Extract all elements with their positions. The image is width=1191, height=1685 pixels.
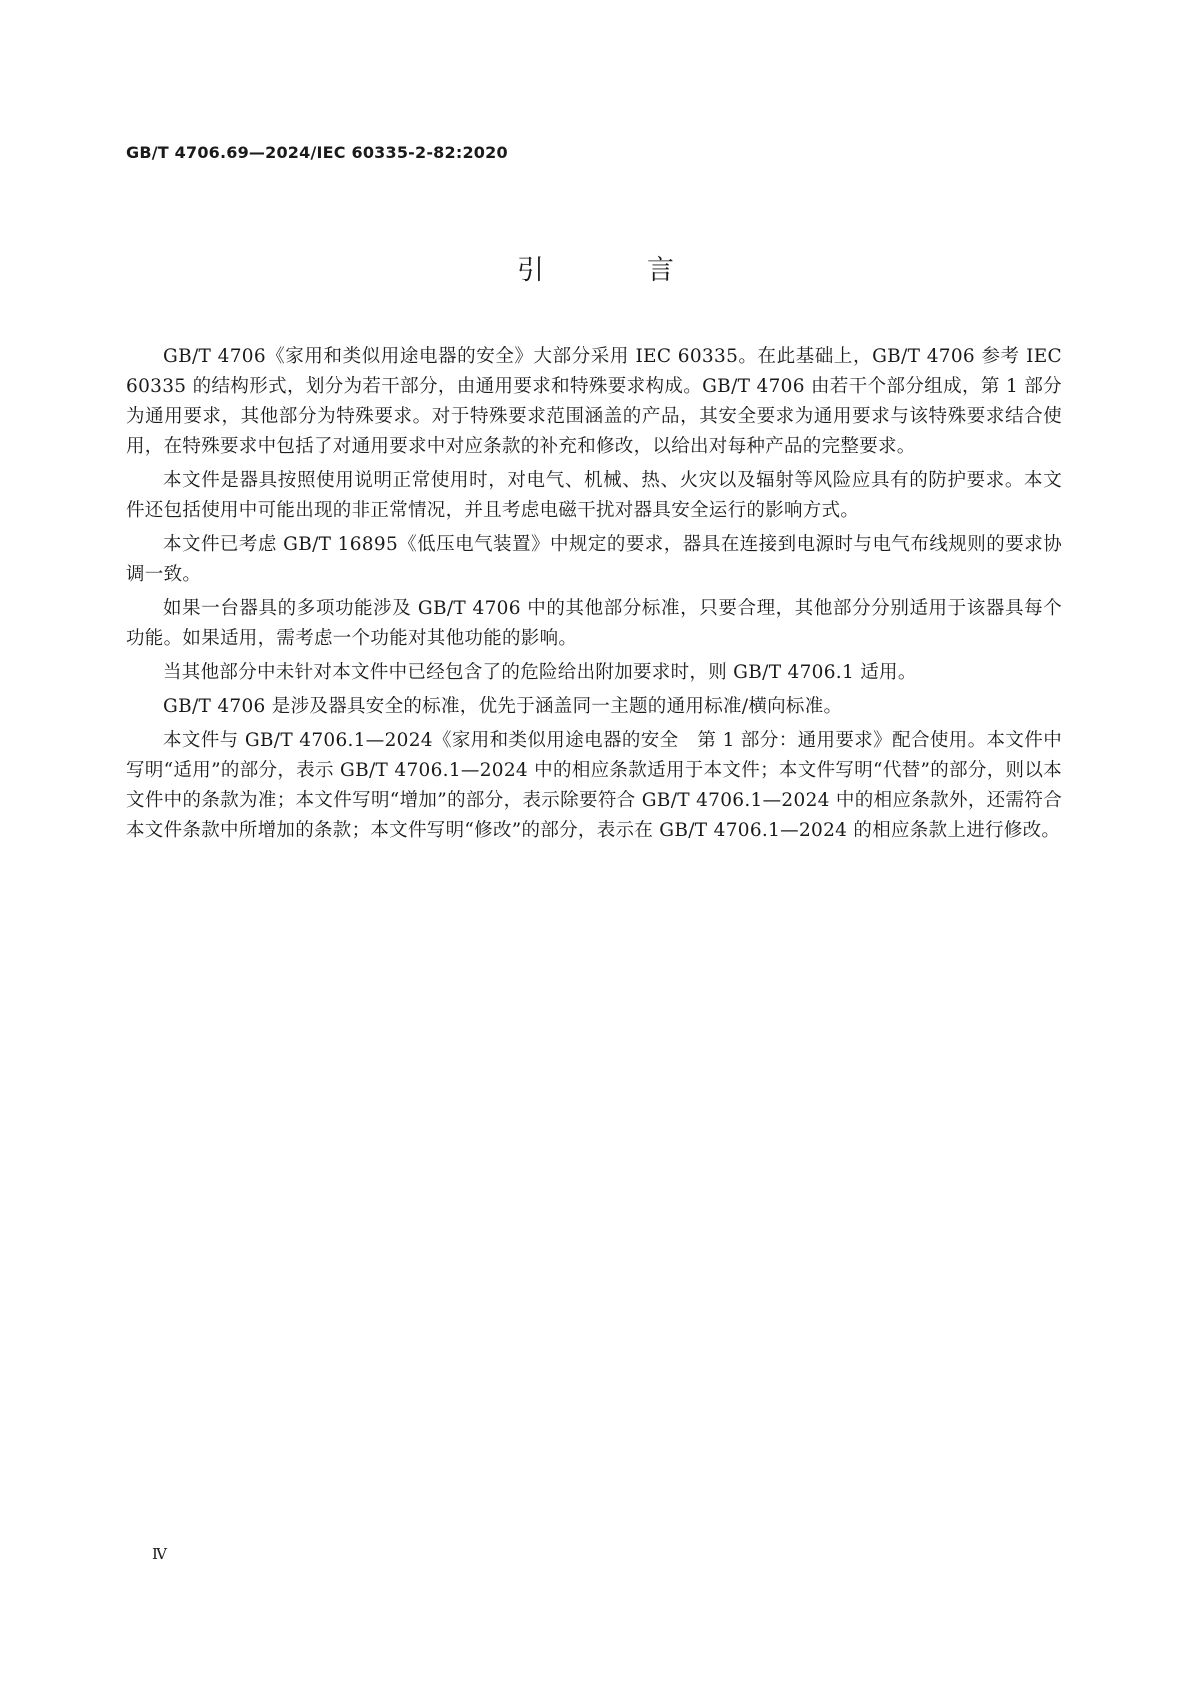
paragraph-6: GB/T 4706 是涉及器具安全的标准，优先于涵盖同一主题的通用标准/横向标准。	[163, 696, 843, 717]
paragraph-7: 本文件与 GB/T 4706.1—2024《家用和类似用途电器的安全 第 1 部分：通用要求》配合使用。本文件中写明“适用”的部分，表示 GB/T 4706.1—2024 中的相应条款适用于本文件；本文件写明“代替”的部分，则以本文件中的条款为准；本文件写明“增加”的部分，表示除要符合 GB/T 4706.1—2024 中的相应条款外，还需符合本文件条款中所增加的条款；本文件写明“修改”的部分，表示在 GB/T 4706.1—2024 的相应条款上进行修改。	[126, 730, 1062, 841]
paragraph-5: 当其他部分中未针对本文件中已经包含了的危险给出附加要求时，则 GB/T 4706.1 适用。	[163, 662, 917, 683]
section-title: 引 言	[517, 255, 712, 286]
body-text	[126, 342, 1062, 850]
page-number: Ⅳ	[152, 1545, 167, 1563]
paragraph-2: 本文件是器具按照使用说明正常使用时，对电气、机械、热、火灾以及辐射等风险应具有的防护要求。本文件还包括使用中可能出现的非正常情况，并且考虑电磁干扰对器具安全运行的影响方式。	[126, 470, 1062, 521]
paragraph-3: 本文件已考虑 GB/T 16895《低压电气装置》中规定的要求，器具在连接到电源时与电气布线规则的要求协调一致。	[126, 534, 1062, 585]
standard-code-header: GB/T 4706.69—2024/IEC 60335-2-82:2020	[126, 143, 508, 162]
paragraph-1: GB/T 4706《家用和类似用途电器的安全》大部分采用 IEC 60335。在此基础上，GB/T 4706 参考 IEC 60335 的结构形式，划分为若干部分，由通用要求和特殊要求构成。GB/T 4706 由若干个部分组成，第 1 部分为通用要求，其他部分为特殊要求。对于特殊要求范围涵盖的产品，其安全要求为通用要求与该特殊要求结合使用，在特殊要求中包括了对通用要求中对应条款的补充和修改，以给出对每种产品的完整要求。	[126, 346, 1062, 457]
paragraph-4: 如果一台器具的多项功能涉及 GB/T 4706 中的其他部分标准，只要合理，其他部分分别适用于该器具每个功能。如果适用，需考虑一个功能对其他功能的影响。	[126, 598, 1062, 649]
